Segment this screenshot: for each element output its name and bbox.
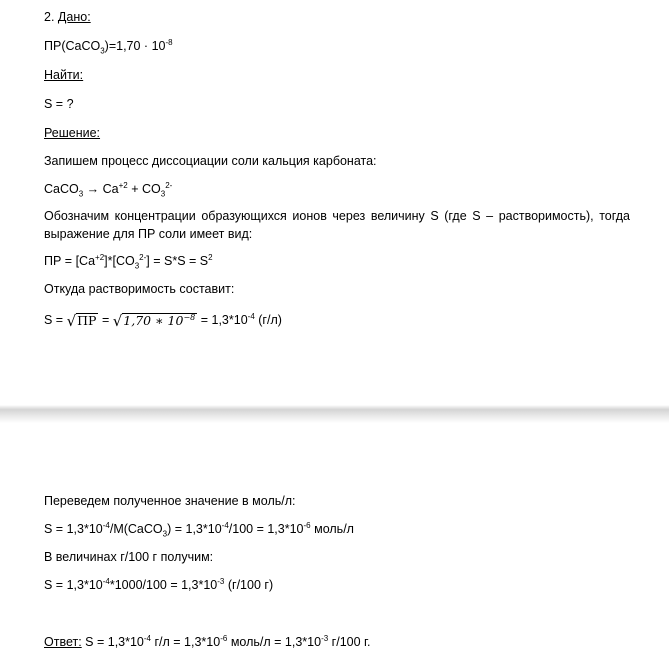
mass-equation: $S = 1,3*10^{-4}*1000/100 = 1,3*10^{-3}$ (г/100 г) <box>44 576 274 592</box>
answer-label: Ответ: <box>44 635 82 649</box>
page-separator <box>0 405 669 423</box>
solution-intro: Запишем процесс диссоциации соли кальция карбоната: <box>44 154 377 168</box>
find-value: S = ? <box>44 97 74 111</box>
molar-equation: $S = 1,3*10^{-4}/M(CaCO_3) = 1,3*10^{-4}/100 = 1,3*10^{-6}$ моль/л <box>44 520 354 539</box>
whence-text: Откуда растворимость составит: <box>44 282 235 296</box>
problem-number: 2. <box>44 10 55 24</box>
given-heading <box>44 9 91 25</box>
solubility-calculation: S = √ ПР = √ 1,70 ∗ $10^{-8}$ = $1,3*10^{-4}$ (г/л) <box>44 311 282 330</box>
solution-label: Решение: <box>44 126 101 140</box>
answer-line: Ответ: $S = 1,3*10^{-4}$ $г/л = 1,3*10^{-6}$ моль/л = $1,3*10^{-3}$ г/100 г. <box>44 633 371 649</box>
units-intro: В величинах г/100 г получим: <box>44 550 214 564</box>
conversion-intro: Переведем полученное значение в моль/л: <box>44 494 296 508</box>
given-value: ПР(CaCO$_3$)=1,70 · $10^{-8}$ <box>44 37 173 56</box>
sqrt-pr: √ ПР <box>66 312 97 330</box>
notation-paragraph: Обозначим концентрации образующихся ионов через величину S (где S – растворимость), тогда выражение для ПР соли имеет вид: <box>44 209 630 241</box>
given-label: Дано: <box>57 10 91 24</box>
find-label: Найти: <box>44 68 84 82</box>
pr-expression: ПР = $[Ca^{+2}]*[CO_3^{2-}] = S*S = S^2$ <box>44 252 213 271</box>
sqrt-value: √ 1,70 ∗ $10^{-8}$ <box>112 312 196 330</box>
page-2 <box>0 423 669 657</box>
reaction-equation: CaCO$_3$ → $Ca^{+2} + CO_3^{2-}$ <box>44 180 173 199</box>
